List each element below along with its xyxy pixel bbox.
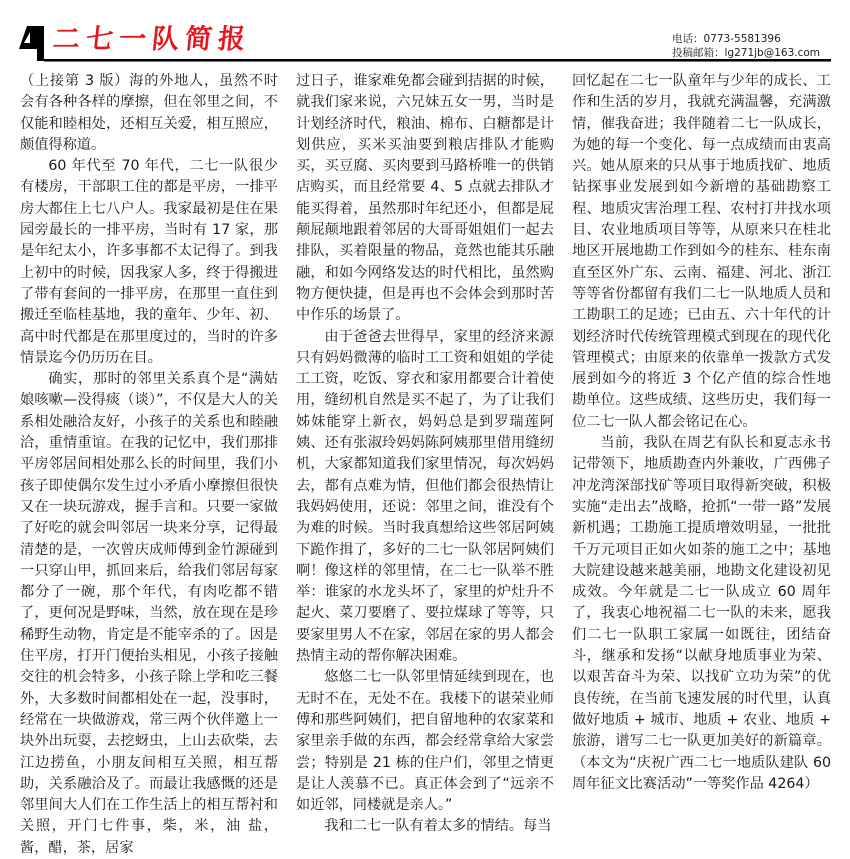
article-paragraph: 60 年代至 70 年代，二七一队很少有楼房，干部职工住的都是平房，一排平房大都住上七八户人。我家最初是住在果园旁最长的一排平房，当时有 17 家，那是年纪太小，许多事都不太记得了。到我上初中的时候，因我家人多，终于得搬进了带有套间的一排平房，在那里一直住到搬迁至临桂基地，我的童年、少年、初、高中时代都是在那里度过的，当时的许多情景迄今仍历历在目。 xyxy=(20,158,278,366)
page-number-glyph-icon xyxy=(17,23,47,61)
article-paragraph: 由于爸爸去世得早，家里的经济来源只有妈妈微薄的临时工工资和姐姐的学徒工工资，吃饭、穿衣和家用都要合计着使用，缝纫机自然是买不起了，为了让我们姊妹能穿上新衣，妈妈总是到罗瑞莲阿姨、还有张淑玲妈妈陈阿姨那里借用缝纫机，大家都知道我们家里情况，每次妈妈去，都有点难为情，但他们都会很热情让我妈妈使用，还说：邻里之间，谁没有个为难的时候。当时我真想给这些邻居阿姨下跪作揖了，多好的二七一队邻居阿姨们啊！像这样的邻里情，在二七一队举不胜举：谁家的水龙头坏了，家里的炉灶升不起火、菜刀要磨了、要拉煤球了等等，只要家里男人不在家，邻居在家的男人都会热情主动的帮你解决困难。 xyxy=(296,328,554,665)
article-paragraph: （上接第 3 版）海的外地人，虽然不时会有各种各样的摩擦，但在邻里之间，不仅能和睦相处，还相互关爱，相互照应，颇值得称道。 xyxy=(20,73,278,153)
article-column-1 xyxy=(20,71,278,859)
newspaper-title: 二七一队简报 xyxy=(51,24,253,55)
masthead xyxy=(0,0,850,62)
article-paragraph: 过日子，谁家难免都会碰到拮据的时候，就我们家来说，六兄妹五女一男，当时是计划经济时代，粮油、棉布、白糖都是计划供应，买米买油要到粮店排队才能购买，买豆腐、买肉要到马路桥唯一的供销店购买，而且经常要 4、5 点就去排队才能买得着，虽然那时年纪还小，但都是屁颠屁颠地跟着邻居的大哥哥姐姐们一起去排队，买着限量的物品，竟然也能其乐融融，和如今网络发达的时代相比，虽然购物方便快捷，但是再也不会体会到那时苦中作乐的场景了。 xyxy=(296,73,554,324)
article-paragraph: 悠悠二七一队邻里情延续到现在，也无时不在，无处不在。我楼下的谌荣业师傅和那些阿姨们，把自留地种的农家菜和家里亲手做的东西，都会经常拿给大家尝尝；特别是 21 栋的住户们，邻里之情更是让人羡慕不已。真正体会到了“远亲不如近邻，同楼就是亲人。” xyxy=(296,669,554,814)
phone-number: 0773-5581396 xyxy=(703,33,781,45)
article-paragraph: 当前，我队在周艺有队长和夏志永书记带领下，地质勘查内外兼收，广西佛子冲龙湾深部找矿等项目取得新突破，积极实施“走出去”战略，抢抓“一带一路”发展新机遇；工勘施工提质增效明显，一批批千万元项目正如火如荼的施工之中；基地大院建设越来越美丽，地勘文化建设初见成效。今年就是二七一队成立 60 周年了，我衷心地祝福二七一队的未来，愿我们二七一队职工家属一如既往，团结奋斗，继承和发扬“以献身地质事业为荣、以艰苦奋斗为荣、以找矿立功为荣”的优良传统，在当前飞速发展的时代里，认真做好地质 + 城市、地质 + 农业、地质 + 旅游，谱写二七一队更加美好的新篇章。（本文为“庆祝广西二七一地质队建队 60 周年征文比赛活动”一等奖作品 4264） xyxy=(572,435,831,792)
email-line xyxy=(672,46,820,60)
phone-label: 电话： xyxy=(672,33,704,45)
article-paragraph: 我和二七一队有着太多的情结。每当 xyxy=(324,818,552,835)
email-address: lg271jb@163.com xyxy=(724,47,821,59)
contact-info xyxy=(672,32,820,60)
article-column-3 xyxy=(572,71,831,795)
article-paragraph: 回忆起在二七一队童年与少年的成长、工作和生活的岁月，我就充满温馨，充满激情，催我奋进；我伴随着二七一队成长，为她的每一个变化、每一点成绩而由衷高兴。她从原来的只从事于地质找矿、地质钻探事业发展到如今新增的基础勘察工程、地质灾害治理工程、农村打井找水项目、农业地质项目等等，从原来只在桂北地区开展地勘工作到如今的桂东、桂东南直至区外广东、云南、福建、河北、浙江等等省份都留有我们二七一队地质人员和工勘职工的足迹；已由五、六十年代的计划经济时代传统管理模式到现在的现代化管理模式；由原来的依靠单一拨款方式发展到如今的将近 3 个亿产值的综合性地勘单位。这些成绩、这些历史，我们每一位二七一队人都会铭记在心。 xyxy=(572,73,831,430)
page-number-badge xyxy=(17,23,47,61)
article-paragraph: 确实，那时的邻里关系真个是“满姑娘咳嗽—没得痰（谈）”，不仅是大人的关系相处融洽友好，小孩子的关系也和睦融洽，重情重谊。在我的记忆中，我们那排平房邻居间相处那么长的时间里，我们小孩子即使偶尔发生过小矛盾小摩擦但很快又在一块玩游戏，握手言和。只要一家做了好吃的就会叫邻居一块来分享，记得最清楚的是，一次曾庆成师傅到金竹源碰到一只穿山甲，抓回来后，给我们邻居每家都分了一碗，那个年代，有肉吃都不错了，更何况是野味，当然，放在现在是珍稀野生动物，肯定是不能宰杀的了。因是住平房，打开门便抬头相见，小孩子接触交往的机会特多，小孩子除上学和吃三餐外，大多数时间都相处在一起，没事时，经常在一块做游戏，常三两个伙伴邀上一块外出玩耍，去挖蚜虫，上山去砍柴，去江边捞鱼，小朋友间相互关照，相互帮助，关系融洽及了。而最让我感慨的还是邻里间大人们在工作生活上的相互帮衬和关照，开门七件事，柴，米，油 盐，酱，醋，茶，居家 xyxy=(20,371,278,856)
article-column-2 xyxy=(296,71,554,838)
email-label: 投稿邮箱： xyxy=(672,47,725,59)
phone-line xyxy=(672,32,820,46)
header-rule-shadow xyxy=(44,61,831,62)
